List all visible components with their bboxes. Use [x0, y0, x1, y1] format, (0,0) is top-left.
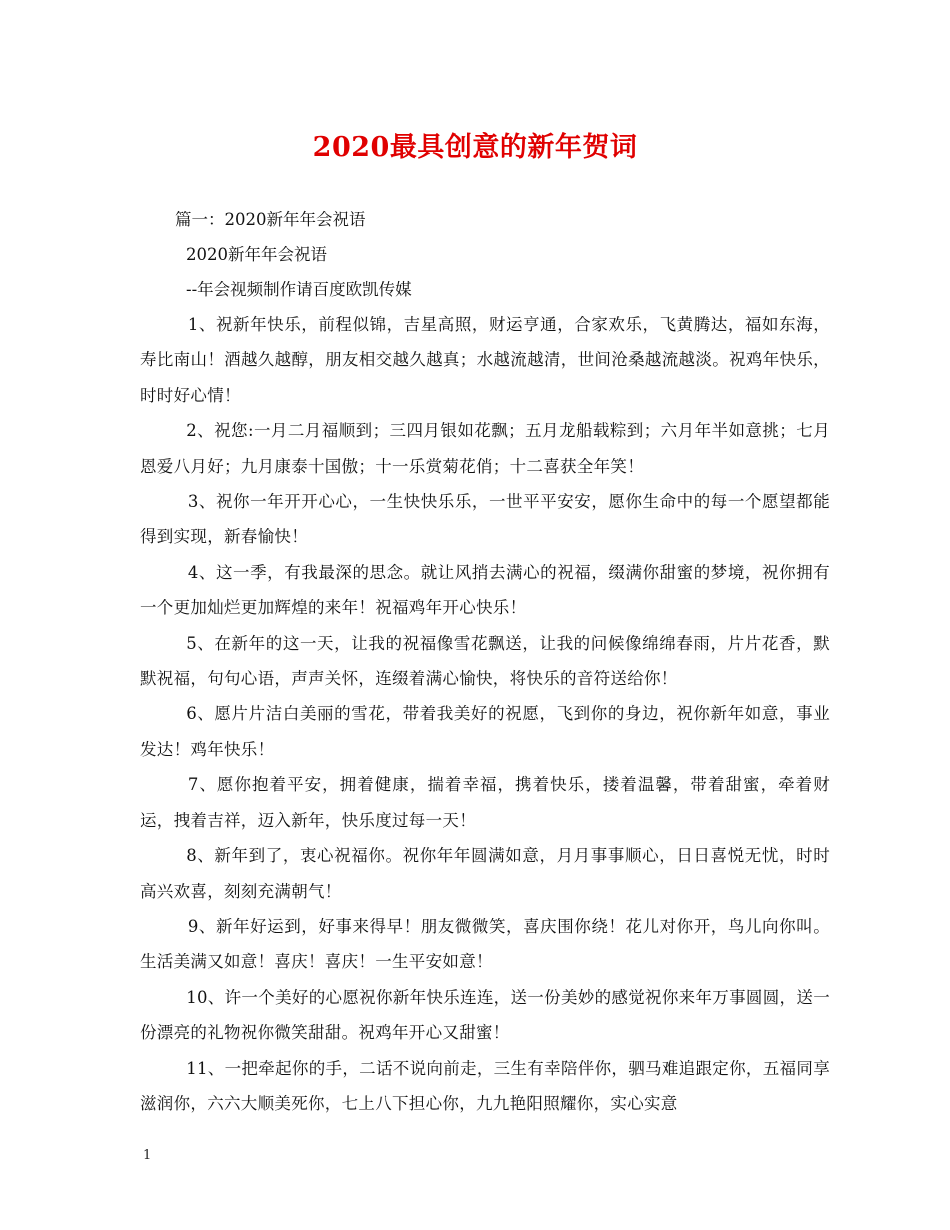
paragraph-8: 8、新年到了，衷心祝福你。祝你年年圆满如意，月月事事顺心，日日喜悦无忧，时时高兴欢喜，刻刻充满朝气！ [140, 846, 830, 901]
paragraph-5: 5、在新年的这一天，让我的祝福像雪花飘送，让我的问候像绵绵春雨，片片花香，默默祝福，句句心语，声声关怀，连缀着满心愉快，将快乐的音符送给你！ [140, 633, 830, 689]
paragraph-11: 11、一把牵起你的手，二话不说向前走，三生有幸陪伴你，驷马难追跟定你，五福同享滋润你，六六大顺美死你，七上八下担心你，九九艳阳照耀你，实心实意 [140, 1058, 830, 1113]
section-heading: 篇一：2020新年年会祝语 [175, 210, 366, 229]
paragraph-2: 2、祝您:一月二月福顺到；三四月银如花飘；五月龙船载粽到；六月年半如意挑；七月恩爱八月好；九月康泰十国傲；十一乐赏菊花俏；十二喜获全年笑！ [140, 421, 830, 476]
credit-line: --年会视频制作请百度欧凯传媒 [186, 280, 412, 299]
paragraph-1: 1、祝新年快乐，前程似锦，吉星高照，财运亨通，合家欢乐，飞黄腾达，福如东海，寿比南山！酒越久越醇，朋友相交越久越真；水越流越清，世间沧桑越流越淡。祝鸡年快乐，时时好心情！ [140, 315, 830, 405]
greetings-body [140, 307, 830, 1121]
paragraph-7: 7、愿你抱着平安，拥着健康，揣着幸福，携着快乐，搂着温馨，带着甜蜜，牵着财运，拽着吉祥，迈入新年，快乐度过每一天！ [140, 775, 830, 830]
paragraph-9: 9、新年好运到，好事来得早！朋友微微笑，喜庆围你绕！花儿对你开，鸟儿向你叫。生活美满又如意！喜庆！喜庆！一生平安如意！ [140, 916, 830, 972]
paragraph-10: 10、许一个美好的心愿祝你新年快乐连连，送一份美妙的感觉祝你来年万事圆圆，送一份漂亮的礼物祝你微笑甜甜。祝鸡年开心又甜蜜！ [140, 987, 830, 1043]
page-number: 1 [143, 1148, 152, 1163]
subtitle-line: 2020新年年会祝语 [186, 245, 327, 264]
paragraph-4: 4、这一季，有我最深的思念。就让风捎去满心的祝福，缀满你甜蜜的梦境，祝你拥有一个更加灿烂更加辉煌的来年！祝福鸡年开心快乐！ [140, 562, 830, 618]
document-title: 2020最具创意的新年贺词 [312, 132, 638, 163]
paragraph-3: 3、祝你一年开开心心，一生快快乐乐，一世平平安安，愿你生命中的每一个愿望都能得到实现，新春愉快！ [140, 492, 830, 547]
paragraph-6: 6、愿片片洁白美丽的雪花，带着我美好的祝愿，飞到你的身边，祝你新年如意，事业发达！鸡年快乐！ [140, 704, 830, 759]
